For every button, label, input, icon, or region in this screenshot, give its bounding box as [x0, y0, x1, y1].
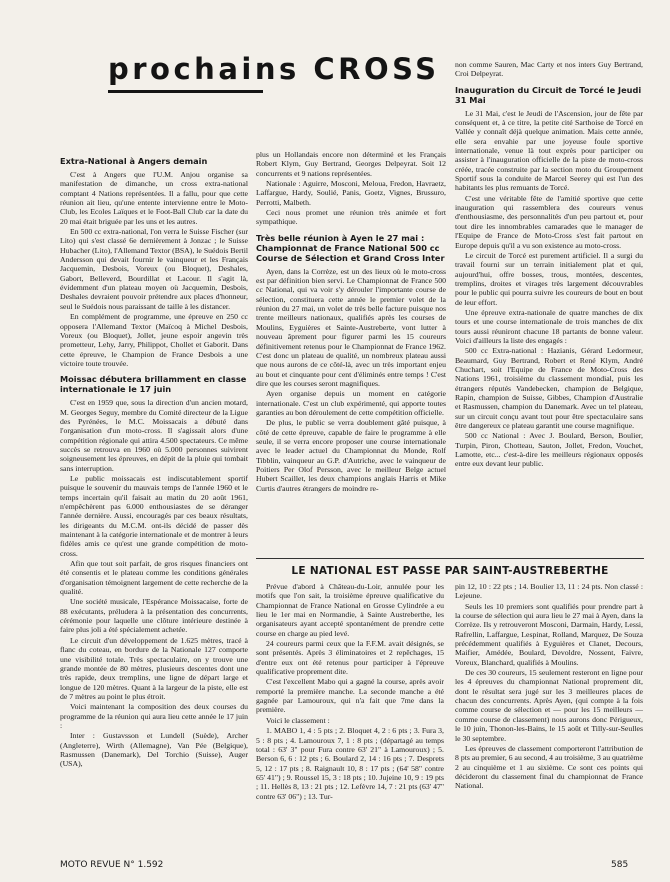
- torce-para: 500 cc Extra-national : Hazianis, Gérard Ledormeur, Beaumard, Guy Bertrand, Robert et René Klym, André Chuchart, soit l'Equipe de France de Moto-Cross des Nations 1961, troisième du classement mondial, puis les étrangers réputés Vandebecken, champion de Belgique, Rapin, champion de Suisse, Gibbes, Champion d'Australie et Rasmussen, champion du Danemark. Avec un tel plateau, sur un circuit conçu avant tout pour être spectaculaire sans être dangereux ce plateau garantit une course magnifique.: [455, 346, 643, 431]
- moissac-title: Moissac débutera brillamment en classe internationale le 17 juin: [60, 374, 247, 395]
- ayen-para: Ayen organise depuis un moment en catégorie internationale. C'est un club expérimenté, qui apporte toutes garanties au bon déroulement de cette compétition officielle.: [256, 389, 446, 417]
- austreberthe-para: 24 coureurs parmi ceux que la F.F.M. avait désignés, se sont présentés. Après 3 éliminatoires et 2 repêchages, 15 d'entre eux ont été retenus pour participer à l'épreuve qualificative proprement dite.: [256, 639, 444, 677]
- angers-title: Extra-National à Angers demain: [60, 156, 208, 166]
- moissac-continued: plus un Hollandais encore non déterminé et les Français Robert Klym, Guy Bertrand, Georges Delpeyrat. Soit 12 concurrents et 9 nations représentées.: [256, 150, 446, 178]
- austreberthe-para: 1. MABO 1, 4 : 5 pts ; 2. Bloquet 4, 2 : 6 pts ; 3. Fura 3, 5 : 8 pts ; 4. Lamouroux 7, 1 : 8 pts ; (départagé au temps total : 63' 3" pour Fura contre 63' 21" à Lamouroux) ; 5. Berson 6, 6 : 12 pts ; 6. Boulard 2, 14 : 16 pts ; 7. Desprets 5, 12 : 17 pts ; 8. Raignault 10, 8 : 17 pts ; (64' 58" contre 65' 41") ; 9. Roussel 15, 3 : 18 pts ; 10. Jujeine 10, 9 : 19 pts ; 11. Hellès 8, 13 : 21 pts ; 12. Lefèvre 14, 7 : 21 pts (63' 47" contre 63' 06") ; 13. Tur-: [256, 726, 444, 801]
- austreberthe-para: Prévue d'abord à Château-du-Loir, annulée pour les motifs que l'on sait, la troisième épreuve qualificative du Championnat de France National en Grosse Cylindrée a eu lieu le 1er mai en Normandie, à Sainte Austreberthe, les organisateurs ayant accepté spontanément de prendre cette course en charge au pied levé.: [256, 582, 444, 638]
- torce-para: 500 cc National : Avec J. Boulard, Berson, Boulier, Turpin, Piron, Chotteau, Sauton, Jollet, Fredon, Vouchet, Lamotte, etc... c'est-à-dire les meilleurs régionaux opposés entre eux devant leur public.: [455, 431, 643, 469]
- moissac-para: Une société musicale, l'Espérance Moissacaise, forte de 88 exécutants, préludera à la présentation des concurrents, cérémonie pour laquelle une clôture intérieure destinée à faire plus joli a été spécialement achetée.: [60, 597, 248, 635]
- moissac-continued: Ceci nous promet une réunion très animée et fort sympathique.: [256, 208, 446, 227]
- austreberthe-para: Voici le classement :: [266, 715, 330, 725]
- moissac-para: Voici maintenant la composition des deux courses du programme de la réunion qui aura lieu cette année le 17 juin :: [60, 702, 248, 730]
- torce-para: Le 31 Mai, c'est le Jeudi de l'Ascension, jour de fête par conséquent et, à ce titre, la petite cité Sarthoise de Torcé en Vallée y connaît déjà quelque animation. Mais cette année, elle sera envahie par une joyeuse foule sportive internationale, venue là tout exprès pour participer ou assister à l'inauguration officielle de la piste de moto-cross créée, tracée construite par la section moto du Groupement Sportif sous la conduite de Marcel Seerey qui est l'un des habitants les plus remuants de Torcé.: [455, 108, 643, 193]
- austreberthe-para: De ces 30 coureurs, 15 seulement resteront en ligne pour les 4 épreuves du championnat National proprement dit, dont le résultat sera jugé sur les 3 meilleures places de chacun des concurrents. Après Ayen, (qui compte à la fois comme course de sélection et — pour les 15 meilleurs — comme course de classement) nous aurons donc Périgueux, le 10 juin, Thonon-les-Bains, le 15 août et Tilly-sur-Seulles le 30 septembre.: [455, 668, 643, 743]
- torce-title: Inauguration du Circuit de Torcé le Jeudi 31 Mai: [455, 84, 642, 105]
- austreberthe-para: pin 12, 10 : 22 pts ; 14. Boulier 13, 11 : 24 pts. Non classé : Lejeune.: [455, 582, 643, 601]
- moissac-continued: Nationale : Aguirre, Mosconi, Meloua, Fredon, Havraetz, Laffargue, Hardy, Soulié, Panis, Goetz, Vignes, Brussuro, Perrotti, Malbeth.: [256, 179, 446, 207]
- torce-para: C'est une véritable fête de l'amitié sportive que cette inauguration qui rassemblera des coureurs venus d'enthousiasme, des personnalités d'un peu partout et, pour tout dire les innombrables camarades que le manager de l'Equipe de France de Moto-Cross s'est fait partout en Europe depuis qu'il a vu son existence au moto-cross.: [455, 193, 643, 250]
- column-4: [256, 582, 444, 844]
- ayen-para: Ayen, dans la Corrèze, est un des lieux où le moto-cross est par définition bien servi. Le Championnat de France 500 cc National, qui va voir s'y dérouler l'importante course de sélection, constituera cette année le premier volet de la réunion du 27 mai, un volet de très belle facture puisque nos trente meilleurs nationaux, qualifiés après les courses de Moulins, Eyguières et Sainte-Austreberte, vont lutter à nouveau âprement pour figurer parmi les 15 coureurs définitivement retenus pour le Championnat de France 1962. C'est donc un plateau de qualité, un nombreux plateau aussi que nous aurons de ce côté-là, avec un très important enjeu au bout et cinquante pour cent d'éliminés entre temps ! C'est dire que les courses seront magnifiques.: [256, 266, 446, 388]
- moissac-para: Inter : Gustavsson et Lundell (Suède), Archer (Angleterre), Wirth (Allemagne), Van Pée (Belgique), Rasmussen (Danemark), Del Torchio (Suisse), Auger (USA),: [60, 731, 248, 769]
- column-5: [455, 582, 643, 844]
- title-rule: [108, 90, 263, 93]
- banner-rule: [256, 558, 644, 559]
- angers-para: En complément de programme, une épreuve en 250 cc opposera l'Allemand Textor (Maïcoq à Michel Desbois, Voreux (ou Bloquet), Jollet, jeune espoir angevin très prometteur, Lehy, Jarry, Philippot, Chollet et Gaborit. Dans cette épreuve, le Champion de France Desbois a une victoire toute trouvée.: [60, 312, 248, 368]
- torce-para: Le circuit de Torcé est purement artificiel. Il a surgi du travail fourni sur un terrain initialement plat et qui, aujourd'hui, offre bosses, trous, montées, descentes, tremplins, droites et virages très largement découvrables pour le public qui pourra suivre les coureurs de bout en bout de leur effort.: [455, 250, 643, 307]
- ayen-title: Très belle réunion à Ayen le 27 mai : Championnat de France National 500 cc Course de Sélection et Grand Cross Inter: [256, 232, 445, 263]
- ayen-continued: non comme Sauren, Mac Carty et nos inters Guy Bertrand, Croi Delpeyrat.: [455, 60, 643, 79]
- moissac-para: Le public moissacais est indiscutablement sportif puisque le souvenir du mauvais temps de l'année 1960 et le temps incertain qu'il faisait au matin du 20 août 1961, n'empêchèrent pas 6.000 enthousiastes de se déranger l'année dernière. Aussi, encouragés par ces beaux résultats, les dirigeants du M.C.M. ont-ils décidé de passer dès maintenant à la catégorie internationale et de montrer à leurs fidèles amis ce qu'est une grande compétition de moto-cross.: [60, 473, 248, 558]
- austreberthe-para: Les épreuves de classement comporteront l'attribution de 8 pts au premier, 6 au second, 4 au troisième, 3 au quatrième 2 au cinquième et 1 au sixième. Ce sont ces points qui décideront du classement final du championnat de France National.: [455, 743, 643, 791]
- moissac-para: Le circuit d'un développement de 1.625 mètres, tracé à flanc du coteau, en bordure de la Nationale 127 comporte une visibilité totale. Très spectaculaire, on y trouve une grande montée de 80 mètres, plusieurs descentes dont une très rapide, deux tremplins, une ligne de départ large et longue de 120 mètres. Quant à la largeur de la piste, elle est de 7 mètres au point le plus étroit.: [60, 635, 248, 701]
- angers-para: En 500 cc extra-national, l'on verra le Suisse Fischer (sur Lito) qui s'est classé 6e dernièrement à Jonzac ; le Suisse Hubacher (Lito), l'Allemand Textor (BSA), le Suédois Bertil Andersson qui devait fournir le vainqueur et les Français Jacquemin, Desbois, Voreux (ou Bloquet), Deshales, Gabort, Belleverd, Bourdillat et Lacour. Il s'agit là, évidemment d'un plateau moyen où Jacquemin, Desbois, Deshales devraient pouvoir prétendre aux places d'honneur, seul le Suédois nous paraissant de taille à les distancer.: [60, 227, 248, 311]
- torce-para: Une épreuve extra-nationale de quatre manches de dix tours et une course internationale de trois manches de dix tours aussi réuniront chacune 18 partants de bonne valeur. Voici d'ailleurs la liste des engagés :: [455, 307, 643, 345]
- austreberthe-para: Seuls les 10 premiers sont qualifiés pour prendre part à la course de sélection qui aura lieu le 27 mai à Ayen, dans la Corrèze. Ils y retrouveront Mosconi, Darmain, Hardy, Lessi, Rafrellin, Laffargue, Lespinat, Rolland, Marquez, De Souza précédemment qualifiés à Eyguières et Clanet, Decours, Maifier, Amédée, Boulard, Devoldre, Nossent, Faivre, Voreux, Blanchard, qualifiés à Moulins.: [455, 601, 643, 667]
- angers-para: C'est à Angers que l'U.M. Anjou organise sa manifestation de dimanche, un cross extra-national comptant 4 Nations représentées. Il a fallu, pour que cette réunion ait lieu, qu'une entente intervienne entre le Moto-Club, les Ecoles Laïques et le Foot-Ball Club car la date du 20 mai était briguée par les uns et les autres.: [60, 170, 248, 226]
- column-2: [256, 150, 446, 550]
- ayen-para: De plus, le public se verra doublement gâté puisque, à côté de cette épreuve, capable de faire le programme à elle seule, il se verra encore proposer une course internationale avec le leader actuel du Championnat du Monde, Rolf Tibblin, vainqueur au G.P. d'Autriche, avec le vainqueur de Poitiers Per Olof Persson, avec le meilleur Belge actuel Hubert Scaillet, les deux champions anglais Harris et Mike Curtis d'autres étrangers de moindre re-: [256, 418, 446, 493]
- column-1: [60, 150, 248, 840]
- footer-issue: MOTO REVUE N° 1.592: [60, 860, 164, 870]
- footer-page-number: 585: [611, 860, 629, 870]
- moissac-para: Afin que tout soit parfait, de gros risques financiers ont été consentis et le plateau comme les conditions générales d'organisation témoignent largement de cette recherche de la qualité.: [60, 559, 248, 597]
- column-3: [455, 60, 643, 592]
- page-title: prochains CROSS: [108, 52, 440, 86]
- austreberthe-banner: LE NATIONAL EST PASSE PAR SAINT-AUSTREBERTHE: [291, 565, 609, 577]
- austreberthe-para: C'est l'excellent Mabo qui a gagné la course, après avoir remporté la première manche. La seconde manche a été gagnée par Lamouroux, qui n'a fait que 7me dans la première.: [256, 677, 444, 715]
- moissac-para: C'est en 1959 que, sous la direction d'un ancien motard, M. Georges Seguy, membre du Comité directeur de la Ligue des Pyrénées, le M.C. Moissacais a débuté dans l'organisation d'un moto-cross. Il s'agissait alors d'une compétition régionale qui attira 4.500 spectateurs. Ce même succès se retrouva en 1960 où 5.000 personnes suivirent soigneusement les épreuves, en dépit de la pluie qui tombait sans interruption.: [60, 398, 248, 473]
